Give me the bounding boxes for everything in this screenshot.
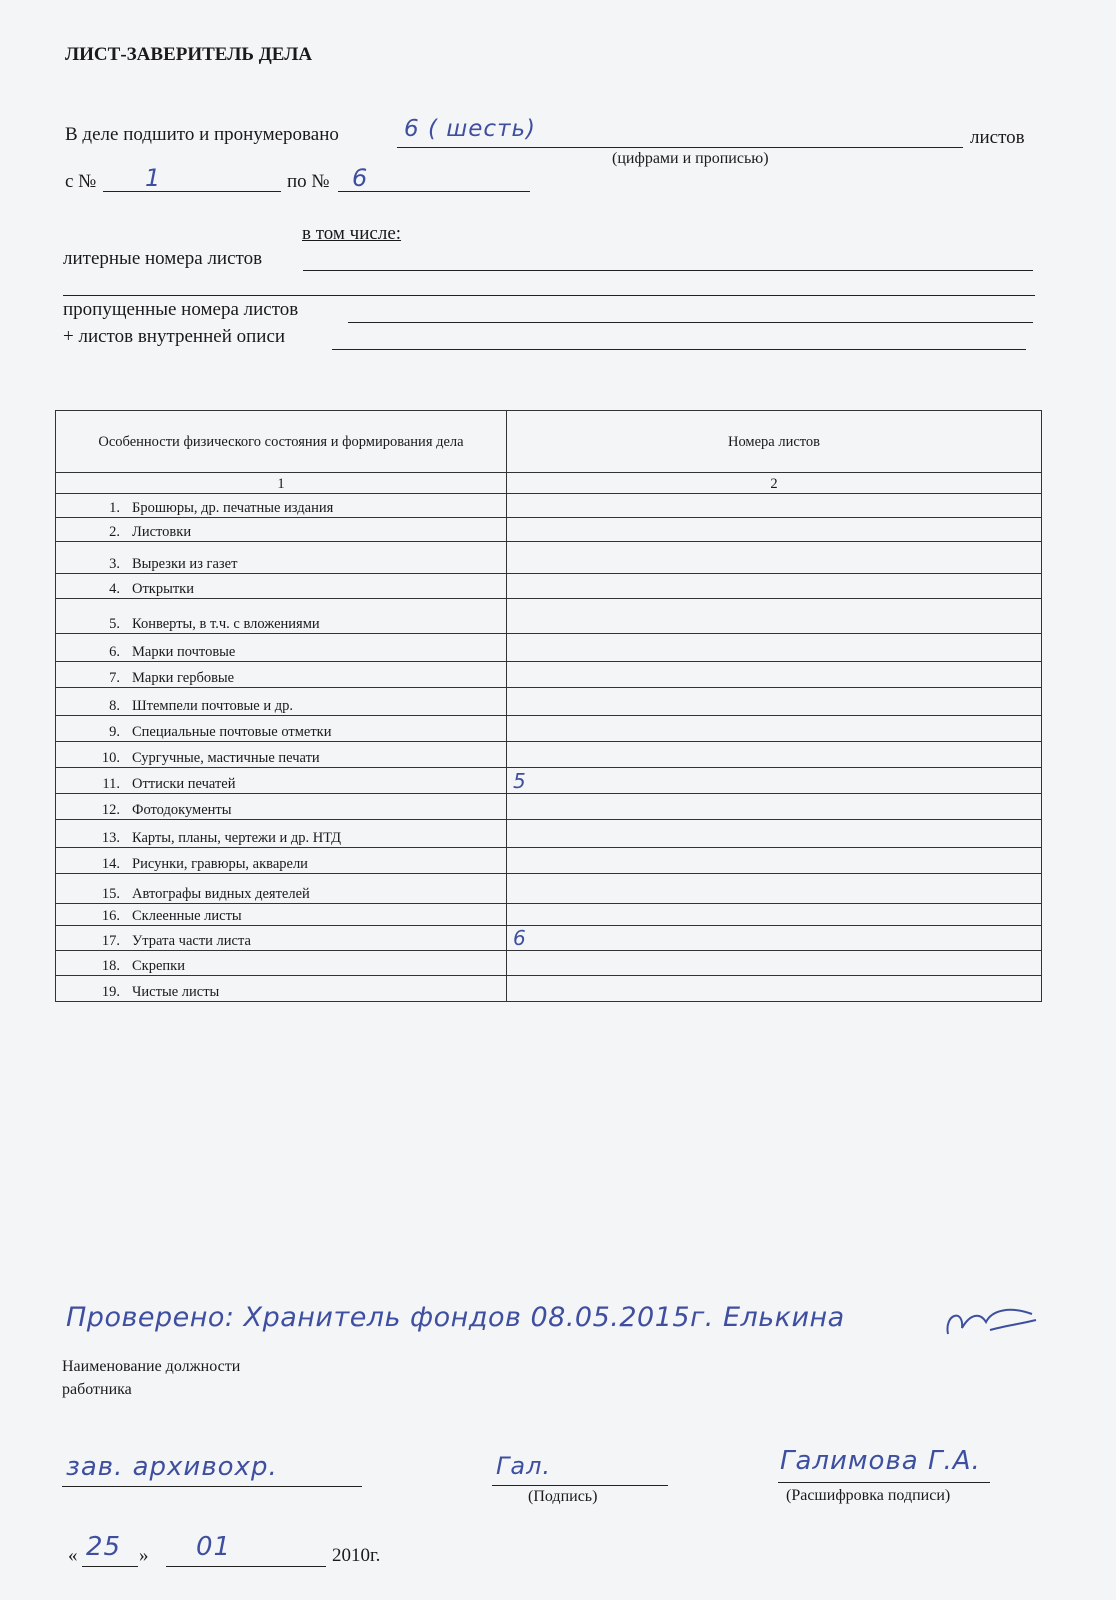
row-feature-cell	[56, 768, 507, 794]
row-sheet-numbers	[507, 518, 1042, 542]
row-number: 7.	[109, 670, 120, 686]
table-row	[56, 976, 1042, 1002]
inner-inventory-underline	[332, 349, 1026, 350]
sheets-count-label: В деле подшито и пронумеровано	[65, 124, 339, 145]
row-number: 8.	[109, 698, 120, 714]
row-sheet-numbers	[507, 494, 1042, 518]
date-day-underline	[82, 1566, 138, 1567]
row-sheet-numbers	[507, 542, 1042, 574]
row-feature-cell	[56, 599, 507, 634]
table-row	[56, 662, 1042, 688]
row-number: 6.	[109, 644, 120, 660]
row-number: 14.	[101, 856, 120, 872]
row-feature-cell	[56, 951, 507, 976]
row-label: Вырезки из газет	[132, 556, 238, 572]
range-to-label: по №	[287, 171, 330, 192]
date-year-digit: 0	[360, 1545, 370, 1566]
row-label: Чистые листы	[132, 984, 220, 1000]
verified-note: Проверено: Хранитель фондов 08.05.2015г. Елькина	[66, 1302, 845, 1333]
row-sheet-numbers	[507, 662, 1042, 688]
missing-numbers-underline	[348, 322, 1033, 323]
lettered-numbers-underline-2	[63, 295, 1035, 296]
including-heading: в том числе:	[302, 223, 402, 244]
row-label: Сургучные, мастичные печати	[132, 750, 320, 766]
row-label: Конверты, в т.ч. с вложениями	[132, 616, 320, 632]
row-label: Штемпели почтовые и др.	[132, 698, 294, 714]
table-row	[56, 716, 1042, 742]
row-number: 2.	[109, 524, 120, 540]
features-table	[55, 410, 1042, 1002]
row-label: Автографы видных деятелей	[132, 886, 310, 902]
row-label: Фотодокументы	[132, 802, 232, 818]
row-feature-cell	[56, 976, 507, 1002]
row-feature-cell	[56, 662, 507, 688]
row-number: 18.	[101, 958, 120, 974]
row-label: Брошюры, др. печатные издания	[132, 500, 334, 516]
row-sheet-numbers	[507, 904, 1042, 926]
table-row	[56, 904, 1042, 926]
table-row	[56, 574, 1042, 599]
page-title: ЛИСТ-ЗАВЕРИТЕЛЬ ДЕЛА	[65, 44, 313, 65]
row-feature-cell	[56, 874, 507, 904]
table-row	[56, 926, 1042, 951]
table-row	[56, 742, 1042, 768]
position-value: зав. архивохр.	[66, 1452, 278, 1482]
table-row	[56, 494, 1042, 518]
position-underline	[62, 1486, 362, 1487]
date-year-prefix: 201	[332, 1545, 361, 1566]
range-from-value: 1	[145, 164, 162, 192]
table-header-sheet-numbers: Номера листов	[507, 411, 1042, 473]
range-to-value: 6	[352, 164, 369, 192]
row-sheet-numbers	[507, 848, 1042, 874]
table-row	[56, 951, 1042, 976]
table-header-features: Особенности физического состояния и формирования дела	[56, 411, 507, 473]
verifier-signature-mark	[940, 1300, 1040, 1344]
position-label-line2: работника	[62, 1381, 132, 1398]
table-row	[56, 634, 1042, 662]
row-number: 1.	[109, 500, 120, 516]
row-label: Открытки	[132, 581, 194, 597]
row-sheet-numbers	[507, 574, 1042, 599]
inner-inventory-label: + листов внутренней описи	[63, 326, 286, 347]
row-sheet-numbers	[507, 688, 1042, 716]
row-sheet-numbers	[507, 874, 1042, 904]
sheets-count-hint: (цифрами и прописью)	[612, 150, 769, 167]
row-feature-cell	[56, 820, 507, 848]
sheets-count-value: 6 ( шесть)	[404, 116, 536, 142]
range-from-label: с №	[65, 171, 97, 192]
row-number: 15.	[101, 886, 120, 902]
decoding-value: Галимова Г.А.	[780, 1446, 981, 1476]
table-row	[56, 599, 1042, 634]
row-label: Специальные почтовые отметки	[132, 724, 332, 740]
table-row	[56, 820, 1042, 848]
table-colnum-1: 1	[56, 473, 507, 494]
row-feature-cell	[56, 848, 507, 874]
date-month-underline	[166, 1566, 326, 1567]
decoding-label: (Расшифровка подписи)	[786, 1487, 951, 1504]
row-label: Скрепки	[132, 958, 185, 974]
row-sheet-numbers	[507, 794, 1042, 820]
row-label: Марки почтовые	[132, 644, 236, 660]
position-label-line1: Наименование должности	[62, 1358, 241, 1375]
signature-label: (Подпись)	[528, 1488, 598, 1505]
row-sheet-numbers	[507, 820, 1042, 848]
row-number: 17.	[101, 933, 120, 949]
row-number: 5.	[109, 616, 120, 632]
row-number: 9.	[109, 724, 120, 740]
row-number: 19.	[101, 984, 120, 1000]
row-feature-cell	[56, 574, 507, 599]
row-feature-cell	[56, 634, 507, 662]
table-row	[56, 688, 1042, 716]
row-label: Склеенные листы	[132, 908, 242, 924]
row-number: 3.	[109, 556, 120, 572]
row-label: Оттиски печатей	[132, 776, 236, 792]
date-year	[332, 1545, 380, 1567]
date-month: 01	[196, 1532, 232, 1562]
row-sheet-numbers	[507, 599, 1042, 634]
range-from-underline	[103, 191, 281, 192]
row-feature-cell	[56, 688, 507, 716]
missing-numbers-label: пропущенные номера листов	[63, 299, 299, 320]
row-feature-cell	[56, 542, 507, 574]
row-feature-cell	[56, 494, 507, 518]
date-day: 25	[86, 1532, 122, 1562]
date-close-quote: »	[139, 1545, 149, 1566]
row-feature-cell	[56, 742, 507, 768]
row-number: 4.	[109, 581, 120, 597]
row-feature-cell	[56, 904, 507, 926]
table-row	[56, 518, 1042, 542]
row-number: 13.	[101, 830, 120, 846]
signature-underline	[492, 1485, 668, 1486]
row-sheet-numbers	[507, 976, 1042, 1002]
sheets-count-underline	[397, 147, 963, 148]
table-row	[56, 794, 1042, 820]
row-feature-cell	[56, 518, 507, 542]
table-row	[56, 768, 1042, 794]
row-sheet-numbers: 6	[507, 926, 1042, 951]
row-feature-cell	[56, 716, 507, 742]
row-feature-cell	[56, 926, 507, 951]
row-label: Листовки	[132, 524, 192, 540]
row-label: Карты, планы, чертежи и др. НТД	[132, 830, 342, 846]
verifier-signature	[940, 1300, 1040, 1344]
signature-value: Гал.	[496, 1452, 552, 1480]
row-number: 11.	[102, 776, 120, 792]
row-number: 16.	[101, 908, 120, 924]
row-number: 12.	[101, 802, 120, 818]
table-colnum-2: 2	[507, 473, 1042, 494]
lettered-numbers-underline	[303, 270, 1033, 271]
row-label: Марки гербовые	[132, 670, 235, 686]
row-feature-cell	[56, 794, 507, 820]
table-row	[56, 874, 1042, 904]
row-sheet-numbers	[507, 634, 1042, 662]
row-label: Утрата части листа	[132, 933, 251, 949]
sheets-suffix: листов	[970, 127, 1025, 148]
date-open-quote: «	[68, 1545, 78, 1566]
date-year-suffix: г.	[370, 1545, 381, 1566]
table-row	[56, 542, 1042, 574]
row-sheet-numbers	[507, 716, 1042, 742]
row-sheet-numbers: 5	[507, 768, 1042, 794]
table-row	[56, 848, 1042, 874]
row-sheet-numbers	[507, 742, 1042, 768]
lettered-numbers-label: литерные номера листов	[63, 248, 263, 269]
row-number: 10.	[101, 750, 120, 766]
row-label: Рисунки, гравюры, акварели	[132, 856, 308, 872]
row-sheet-numbers	[507, 951, 1042, 976]
decoding-underline	[778, 1482, 990, 1483]
table-body	[56, 494, 1042, 1002]
